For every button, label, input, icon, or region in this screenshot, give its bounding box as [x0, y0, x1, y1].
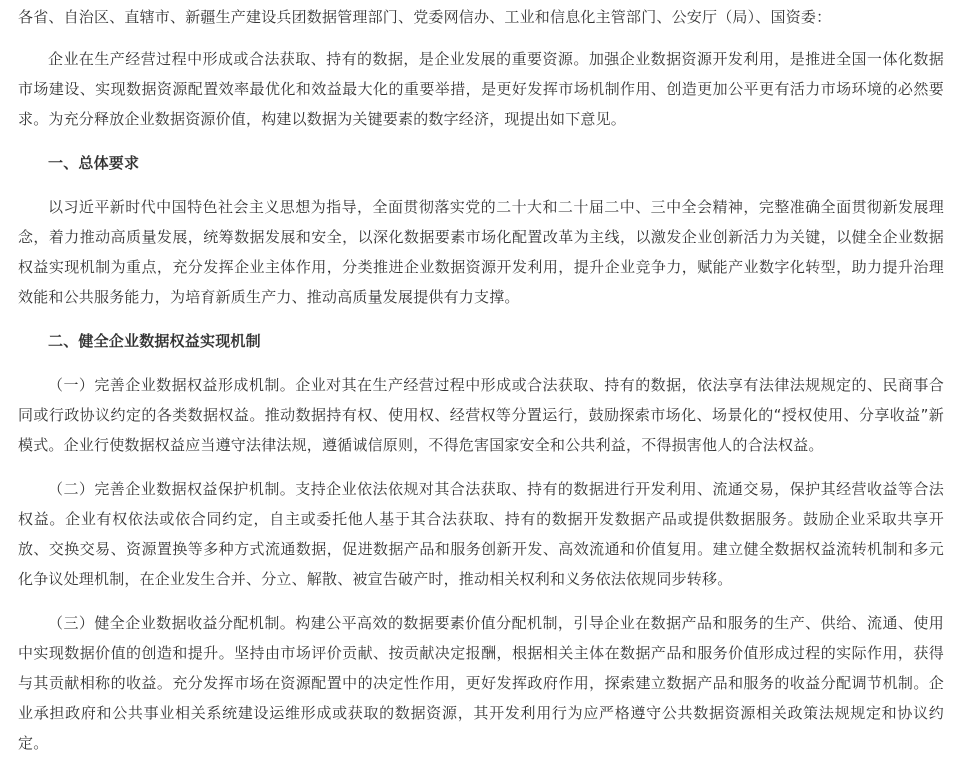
section-heading-data-rights: 二、健全企业数据权益实现机制: [48, 332, 261, 350]
data-rights-paragraph-1: （一）完善企业数据权益形成机制。企业对其在生产经营过程中形成或合法获取、持有的数据，依法享有法律法规规定的、民商事合同或行政协议约定的各类数据权益。推动数据持有权、使用权、经营权等分置运行，鼓励探索市场化、场景化的“授权使用、分享收益”新模式。企业行使数据权益应当遵守法律法规，遵循诚信原则，不得危害国家安全和公共利益，不得损害他人的合法权益。: [18, 376, 944, 454]
intro-paragraph: 企业在生产经营过程中形成或合法获取、持有的数据，是企业发展的重要资源。加强企业数据资源开发利用，是推进全国一体化数据市场建设、实现数据资源配置效率最优化和效益最大化的重要举措，是更好发挥市场机制作用、创造更加公平更有活力市场环境的必然要求。为充分释放企业数据资源价值，构建以数据为关键要素的数字经济，现提出如下意见。: [18, 50, 944, 128]
general-requirements-paragraph: 以习近平新时代中国特色社会主义思想为指导，全面贯彻落实党的二十大和二十届二中、三中全会精神，完整准确全面贯彻新发展理念，着力推动高质量发展，统筹数据发展和安全，以深化数据要素市场化配置改革为主线，以激发企业创新活力为关键，以健全企业数据权益实现机制为重点，充分发挥企业主体作用，分类推进企业数据资源开发利用，提升企业竞争力，赋能产业数字化转型，助力提升治理效能和公共服务能力，为培育新质生产力、推动高质量发展提供有力支撑。: [18, 198, 944, 306]
document-body: [0, 2, 956, 772]
data-rights-paragraph-2: （二）完善企业数据权益保护机制。支持企业依法依规对其合法获取、持有的数据进行开发利用、流通交易，保护其经营收益等合法权益。企业有权依法或依合同约定，自主或委托他人基于其合法获取、持有的数据开发数据产品或提供数据服务。鼓励企业采取共享开放、交换交易、资源置换等多种方式流通数据，促进数据产品和服务创新开发、高效流通和价值复用。建立健全数据权益流转机制和多元化争议处理机制，在企业发生合并、分立、解散、被宣告破产时，推动相关权利和义务依法依规同步转移。: [18, 480, 944, 588]
section-heading-general-requirements: 一、总体要求: [48, 154, 140, 172]
data-rights-paragraph-3: （三）健全企业数据收益分配机制。构建公平高效的数据要素价值分配机制，引导企业在数据产品和服务的生产、供给、流通、使用中实现数据价值的创造和提升。坚持由市场评价贡献、按贡献决定报酬，根据相关主体在数据产品和服务价值形成过程的实际作用，获得与其贡献相称的收益。充分发挥市场在资源配置中的决定性作用，更好发挥政府作用，探索建立数据产品和服务的收益分配调节机制。企业承担政府和公共事业相关系统建设运维形成或获取的数据资源，其开发利用行为应严格遵守公共数据资源相关政策法规规定和协议约定。: [18, 614, 944, 752]
addressee-line: 各省、自治区、直辖市、新疆生产建设兵团数据管理部门、党委网信办、工业和信息化主管部门、公安厅（局）、国资委：: [18, 8, 832, 26]
